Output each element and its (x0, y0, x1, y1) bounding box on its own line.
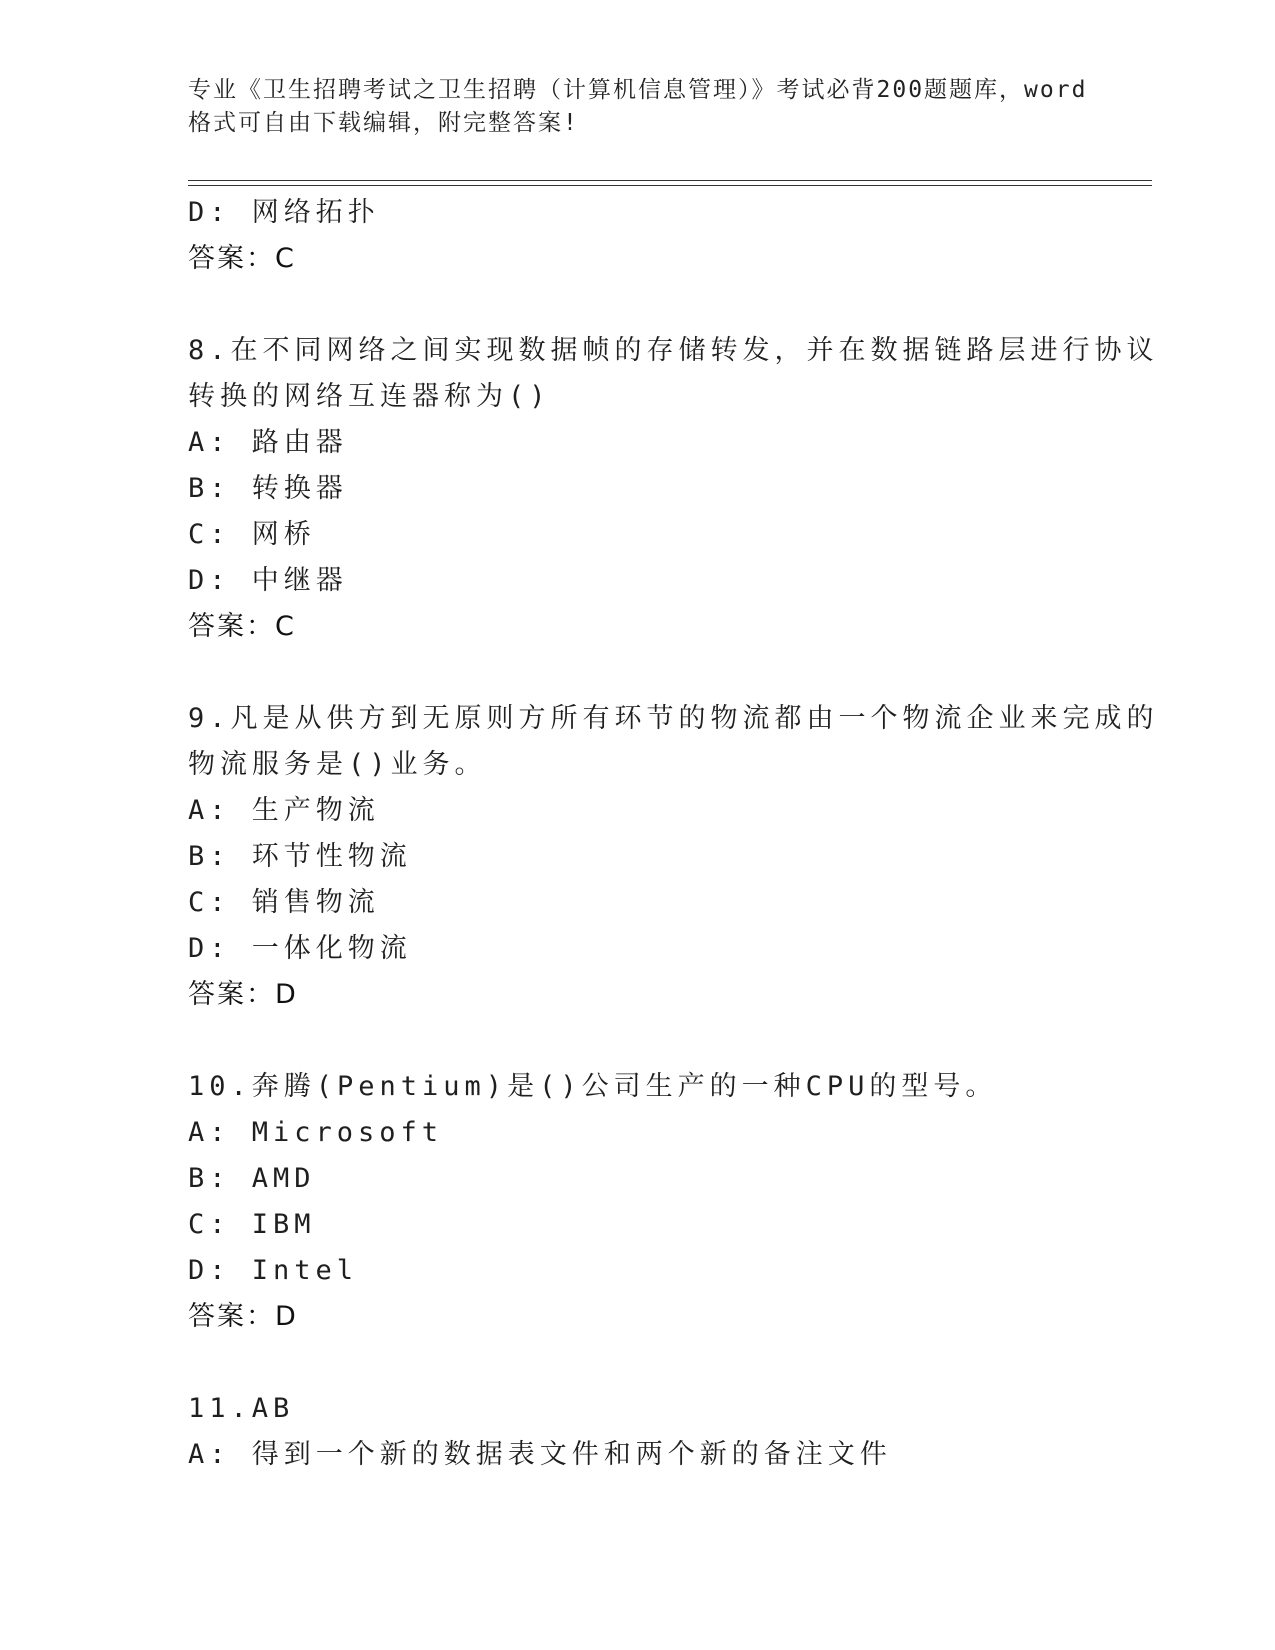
question-stem: 9.凡是从供方到无原则方所有环节的物流都由一个物流企业来完成的 (188, 703, 1159, 734)
header-divider-top (188, 180, 1152, 181)
option-b: B: 环节性物流 (188, 841, 412, 872)
spacer (188, 650, 1148, 696)
question-stem-cont: 物流服务是()业务。 (188, 749, 487, 780)
question-8 (188, 328, 1159, 650)
option-b: B: 转换器 (188, 473, 348, 504)
option-d: D: Intel (188, 1255, 359, 1286)
spacer (188, 1018, 1148, 1064)
option-c: C: 销售物流 (188, 887, 380, 918)
question-stem: 8.在不同网络之间实现数据帧的存储转发，并在数据链路层进行协议 (188, 335, 1159, 366)
question-11 (188, 1386, 1148, 1478)
spacer (188, 282, 1148, 328)
spacer (188, 1340, 1148, 1386)
prev-answer: 答案：C (188, 243, 296, 274)
option-d: D: 一体化物流 (188, 933, 412, 964)
option-a: A: 生产物流 (188, 795, 380, 826)
option-a: A: 得到一个新的数据表文件和两个新的备注文件 (188, 1439, 892, 1470)
header-line-2: 格式可自由下载编辑，附完整答案! (188, 110, 579, 136)
option-c: C: 网桥 (188, 519, 316, 550)
header-line-1: 专业《卫生招聘考试之卫生招聘（计算机信息管理）》考试必背200题题库，word (188, 77, 1088, 103)
answer: 答案：C (188, 611, 296, 642)
question-10 (188, 1064, 1148, 1340)
answer: 答案：D (188, 1301, 298, 1332)
question-stem-cont: 转换的网络互连器称为() (188, 381, 551, 412)
option-d: D: 中继器 (188, 565, 348, 596)
header-divider-bottom (188, 185, 1152, 186)
option-a: A: Microsoft (188, 1117, 444, 1148)
prev-option-d: D: 网络拓扑 (188, 197, 380, 228)
question-stem: 10.奔腾(Pentium)是()公司生产的一种CPU的型号。 (188, 1071, 998, 1102)
option-a: A: 路由器 (188, 427, 348, 458)
question-content (188, 190, 1159, 1478)
question-9 (188, 696, 1159, 1018)
document-header (188, 74, 1088, 140)
answer: 答案：D (188, 979, 298, 1010)
option-c: C: IBM (188, 1209, 316, 1240)
option-b: B: AMD (188, 1163, 316, 1194)
question-stem: 11.AB (188, 1393, 295, 1424)
